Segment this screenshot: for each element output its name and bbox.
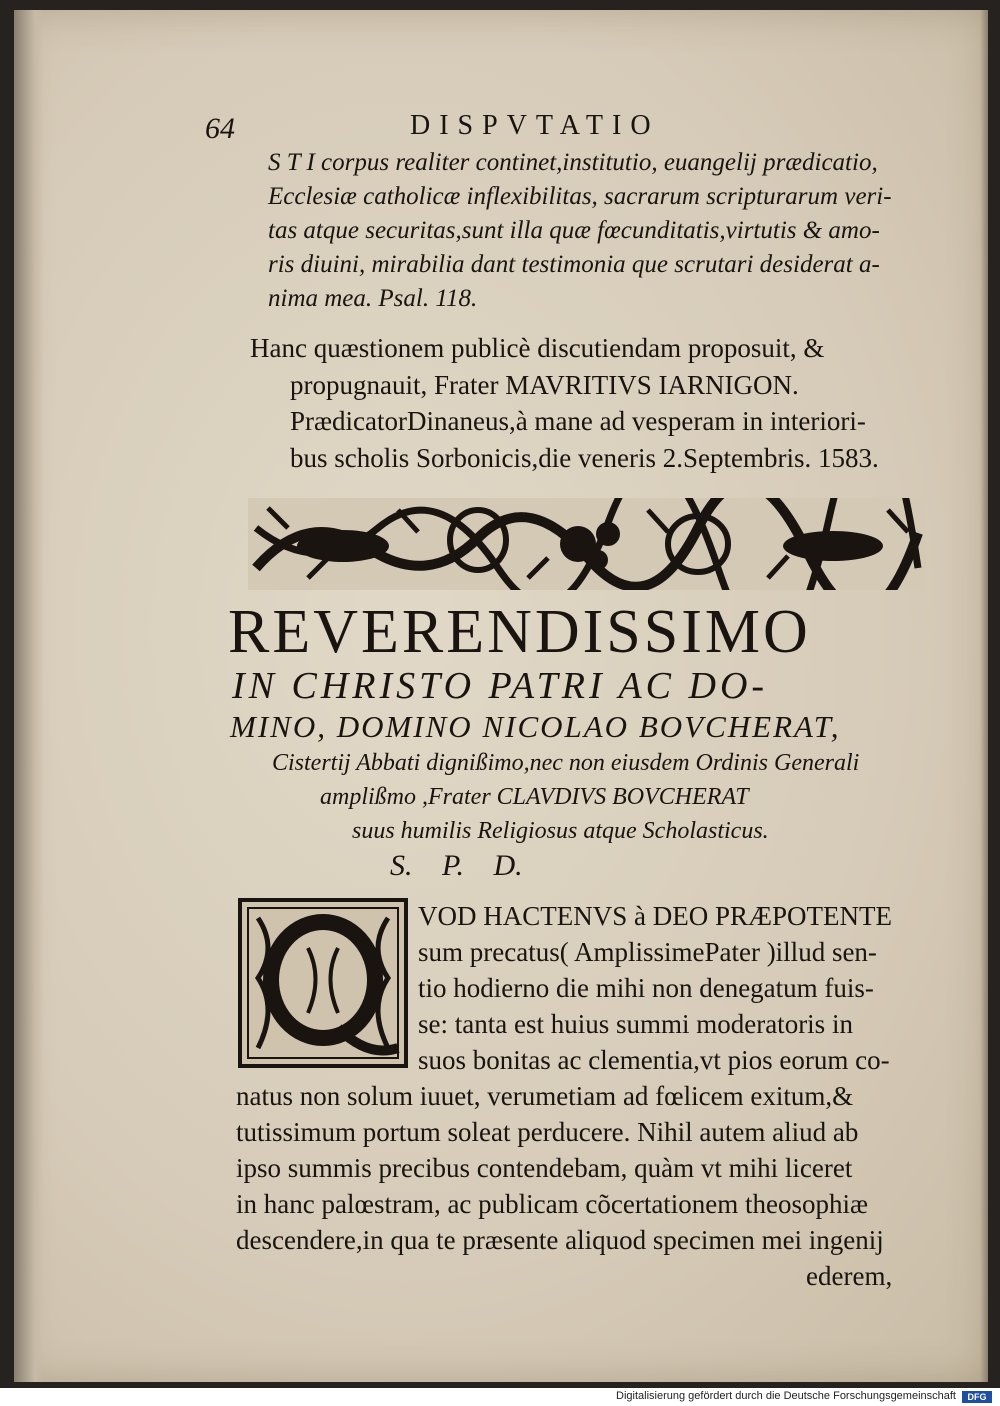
text-line: suos bonitas ac clementia,vt pios eorum co- <box>418 1045 890 1075</box>
text-line: bus scholis Sorbonicis,die veneris 2.Septembris. 1583. <box>290 442 879 473</box>
text-line: ipso summis precibus contendebam, quàm vt mihi liceret <box>236 1153 853 1183</box>
dedication-line: amplißmo ,Frater CLAVDIVS BOVCHERAT <box>320 784 749 810</box>
text-line: ris diuini, mirabilia dant testimonia que scrutari desiderat a- <box>268 251 880 278</box>
dfg-logo: DFG <box>962 1391 992 1403</box>
text-line: tutissimum portum soleat perducere. Nihil autem aliud ab <box>236 1117 859 1147</box>
text-line: nima mea. Psal. 118. <box>268 285 478 312</box>
text-line: descendere,in qua te præsente aliquod specimen mei ingenij <box>236 1225 884 1255</box>
text-line: se: tanta est huius summi moderatoris in <box>418 1009 853 1039</box>
text-line: Ecclesiæ catholicæ inflexibilitas, sacrarum scripturarum veri- <box>268 183 892 210</box>
footer-bar <box>0 1388 1000 1406</box>
text-line: sum precatus( AmplissimePater )illud sen- <box>418 937 877 967</box>
text-line: natus non solum iuuet, verumetiam ad fœlicem exitum,& <box>236 1081 854 1111</box>
dedication-line: IN CHRISTO PATRI AC DO- <box>232 665 769 707</box>
text-line: tas atque securitas,sunt illa quæ fœcunditatis,virtutis & amo- <box>268 217 880 244</box>
dedication-line: Cistertij Abbati dignißimo,nec non eiusdem Ordinis Generali <box>272 750 860 776</box>
page-edge <box>980 10 988 1382</box>
running-head: DISPVTATIO <box>410 110 660 141</box>
page-gutter <box>14 10 44 1382</box>
salutation: S. P. D. <box>390 849 523 882</box>
dedication-line: suus humilis Religiosus atque Scholasticus. <box>352 818 769 844</box>
text-line: in hanc palœstram, ac publicam cõcertationem theosophiæ <box>236 1189 869 1219</box>
text-line: S T I corpus realiter continet,institutio, euangelij prædicatio, <box>268 149 878 176</box>
defense-statement <box>250 330 940 476</box>
italic-passage <box>268 146 938 316</box>
text-line: PrædicatorDinaneus,à mane ad vesperam in interiori- <box>290 406 866 436</box>
text-line: propugnauit, Frater MAVRITIVS IARNIGON. <box>290 369 799 400</box>
text-line: Hanc quæstionem publicè discutiendam proposuit, & <box>250 333 825 363</box>
page-number: 64 <box>205 112 235 145</box>
dedication-heading <box>228 600 948 884</box>
dedication-title: REVERENDISSIMO <box>228 598 811 666</box>
decorative-headpiece <box>248 498 926 590</box>
letter-body <box>236 898 946 1294</box>
catchword: ederem, <box>806 1261 893 1291</box>
dedication-line: MINO, DOMINO NICOLAO BOVCHERAT, <box>230 709 841 744</box>
text-line: VOD HACTENVS à DEO PRÆPOTENTE <box>418 901 892 931</box>
text-line: tio hodierno die mihi non denegatum fuis- <box>418 973 874 1003</box>
funding-credit: Digitalisierung gefördert durch die Deutsche Forschungsgemeinschaft <box>616 1390 956 1402</box>
